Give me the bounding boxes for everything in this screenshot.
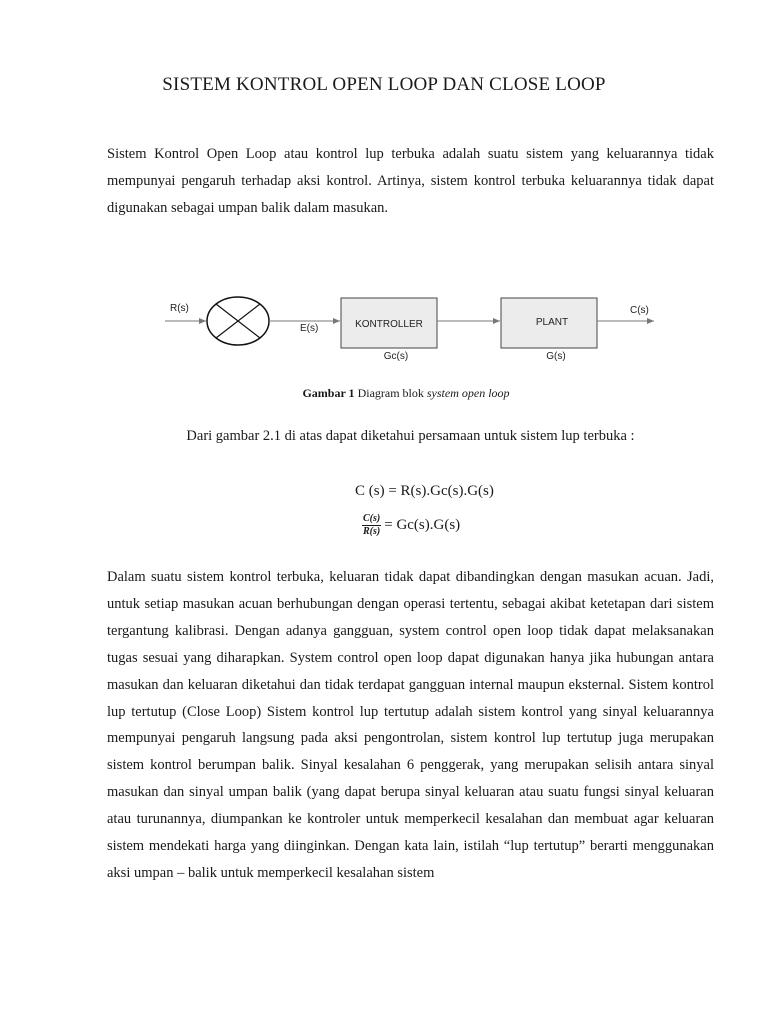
caption-label: Gambar 1 <box>302 386 355 400</box>
input-label: R(s) <box>170 303 189 314</box>
page-title: SISTEM KONTROL OPEN LOOP DAN CLOSE LOOP <box>162 74 606 95</box>
figure-caption <box>0 386 768 401</box>
fraction-denominator: R(s) <box>363 526 381 537</box>
output-label: C(s) <box>630 305 649 316</box>
error-label: E(s) <box>300 323 319 334</box>
paragraph-open-close-loop-explanation: Dalam suatu sistem kontrol terbuka, keluaran tidak dapat dibandingkan dengan masukan acuan. Jadi, untuk setiap masukan acuan berhubungan dengan operasi tertentu, sebagai akibat ketetapan dari sistem tergantung kalibrasi. Dengan adanya gangguan, system control open loop tidak dapat melaksanakan tugas sesuai yang diharapkan. System control open loop dapat digunakan hanya jika hubungan antara masukan dan keluaran diketahui dan tidak terdapat gangguan internal maupun eksternal. Sistem kontrol lup tertutup (Close Loop) Sistem kontrol lup tertutup adalah sistem kontrol yang sinyal keluarannya mempunyai pengaruh langsung pada aksi pengontrolan, sistem kontrol lup tertutup juga merupakan sistem kontrol berumpan balik. Sinyal kesalahan 6 penggerak, yang merupakan selisih antara sinyal masukan dan sinyal umpan balik (yang dapat berupa sinyal keluaran atau suatu fungsi sinyal keluaran atau turunannya, diumpankan ke kontroler untuk memperkecil kesalahan dan membuat agar keluaran sistem mendekati harga yang diinginkan. Dengan kata lain, istilah “lup tertutup” berarti menggunakan aksi umpan – balik untuk memperkecil kesalahan sistem <box>107 569 714 881</box>
plant-label: PLANT <box>535 317 569 328</box>
caption-italic-text: system open loop <box>426 386 510 400</box>
equation-transfer-function <box>362 513 460 538</box>
caption-text: Diagram blok <box>357 386 424 400</box>
paragraph-open-loop-definition: Sistem Kontrol Open Loop atau kontrol lup terbuka adalah suatu sistem yang keluarannya tidak mempunyai pengaruh terhadap aksi kontrol. Artinya, sistem kontrol terbuka keluarannya tidak dapat digunakan sebagai umpan balik dalam masukan. <box>107 146 714 216</box>
equation-rhs: = Gc(s).G(s) <box>384 517 461 533</box>
controller-transfer-function: Gc(s) <box>383 351 409 362</box>
equation-output: C (s) = R(s).Gc(s).G(s) <box>355 483 494 499</box>
summing-junction <box>207 297 269 345</box>
controller-label: KONTROLLER <box>355 319 423 330</box>
plant-transfer-function: G(s) <box>546 351 566 362</box>
open-loop-block-diagram <box>160 290 660 365</box>
equation-fraction <box>362 513 381 538</box>
equation-intro-text: Dari gambar 2.1 di atas dapat diketahui persamaan untuk sistem lup terbuka : <box>186 428 635 444</box>
fraction-numerator: C(s) <box>363 513 381 524</box>
